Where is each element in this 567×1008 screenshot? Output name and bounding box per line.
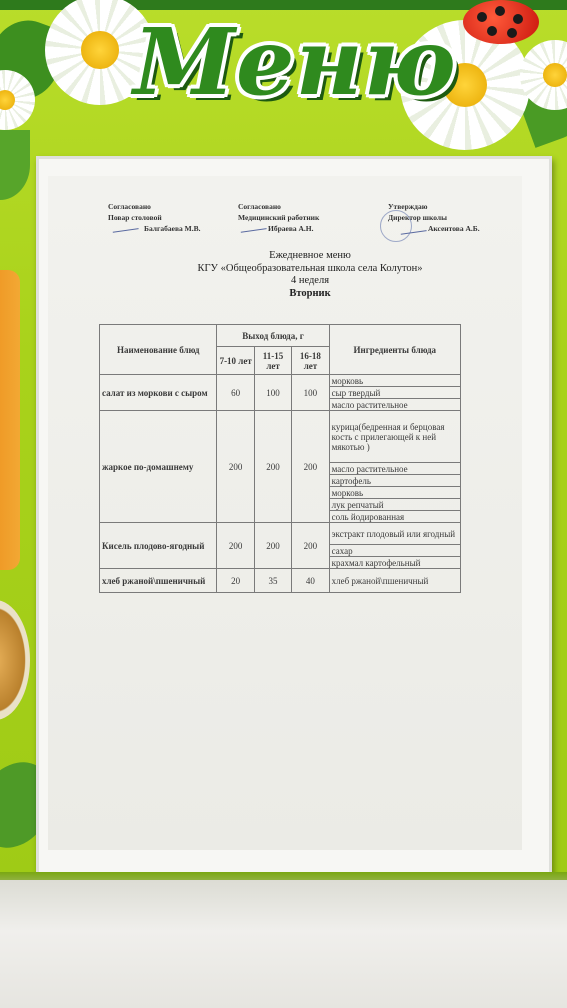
portion-11-15: 100	[254, 375, 291, 411]
document-title-line1: Ежедневное меню	[269, 250, 351, 261]
portion-16-18: 100	[292, 375, 329, 411]
ingredient: морковь	[329, 375, 460, 387]
approval-medic-name: Ибраева А.Н.	[268, 224, 314, 233]
ingredient: лук репчатый	[329, 499, 460, 511]
approval-cook-line1: Согласовано	[108, 202, 151, 211]
ingredient: картофель	[329, 475, 460, 487]
portion-7-10: 60	[217, 375, 254, 411]
header-ingredients: Ингредиенты блюда	[329, 325, 460, 375]
ingredient: масло растительное	[329, 463, 460, 475]
board-title: Меню	[133, 8, 457, 116]
approval-director-line2: Директор школы	[388, 213, 447, 222]
dish-name: жаркое по-домашнему	[100, 411, 217, 523]
ingredient: крахмал картофельный	[329, 557, 460, 569]
ingredient: сыр твердый	[329, 387, 460, 399]
document-week: 4 неделя	[290, 275, 330, 286]
table-row	[100, 375, 461, 387]
ingredient: масло растительное	[329, 399, 460, 411]
approval-cook-line2: Повар столовой	[108, 213, 162, 222]
ingredient: хлеб ржаной\пшеничный	[329, 569, 460, 593]
approval-director-name: Аксентова А.Б.	[428, 224, 480, 233]
portion-16-18: 200	[292, 523, 329, 569]
menu-table	[99, 324, 461, 593]
daisy-decoration	[0, 70, 35, 130]
ingredient: курица(бедренная и берцовая кость с прилегающей к ней мякотью )	[329, 411, 460, 463]
approval-medic-line2: Медицинский работник	[238, 213, 320, 222]
table-row	[100, 411, 461, 463]
portion-16-18: 40	[292, 569, 329, 593]
document-title-line2: КГУ «Общеобразовательная школа села Колутон»	[197, 262, 423, 274]
document-day: Вторник	[289, 287, 331, 299]
portion-7-10: 20	[217, 569, 254, 593]
dish-name: хлеб ржаной\пшеничный	[100, 569, 217, 593]
table-header-row	[100, 325, 461, 347]
ingredient: экстракт плодовый или ягодный	[329, 523, 460, 545]
portion-11-15: 35	[254, 569, 291, 593]
approval-cook-name: Балгабаева М.В.	[144, 224, 201, 233]
ingredient: морковь	[329, 487, 460, 499]
juice-glass-decoration	[0, 270, 20, 570]
header-age-16-18: 16-18 лет	[292, 347, 329, 375]
header-dish-name: Наименование блюд	[100, 325, 217, 375]
table-row	[100, 569, 461, 593]
header-output: Выход блюда, г	[217, 325, 329, 347]
document-title	[100, 250, 520, 300]
table-row	[100, 523, 461, 545]
approval-medic-line1: Согласовано	[238, 202, 281, 211]
portion-7-10: 200	[217, 411, 254, 523]
header-age-7-10: 7-10 лет	[217, 347, 254, 375]
daisy-decoration	[520, 40, 567, 110]
dish-name: Кисель плодово-ягодный	[100, 523, 217, 569]
dish-name: салат из моркови с сыром	[100, 375, 217, 411]
ingredient: соль йодированная	[329, 511, 460, 523]
wall	[0, 880, 567, 1008]
approval-director-line1: Утверждаю	[388, 202, 428, 211]
portion-16-18: 200	[292, 411, 329, 523]
portion-11-15: 200	[254, 411, 291, 523]
ingredient: сахар	[329, 545, 460, 557]
portion-11-15: 200	[254, 523, 291, 569]
portion-7-10: 200	[217, 523, 254, 569]
header-age-11-15: 11-15 лет	[254, 347, 291, 375]
